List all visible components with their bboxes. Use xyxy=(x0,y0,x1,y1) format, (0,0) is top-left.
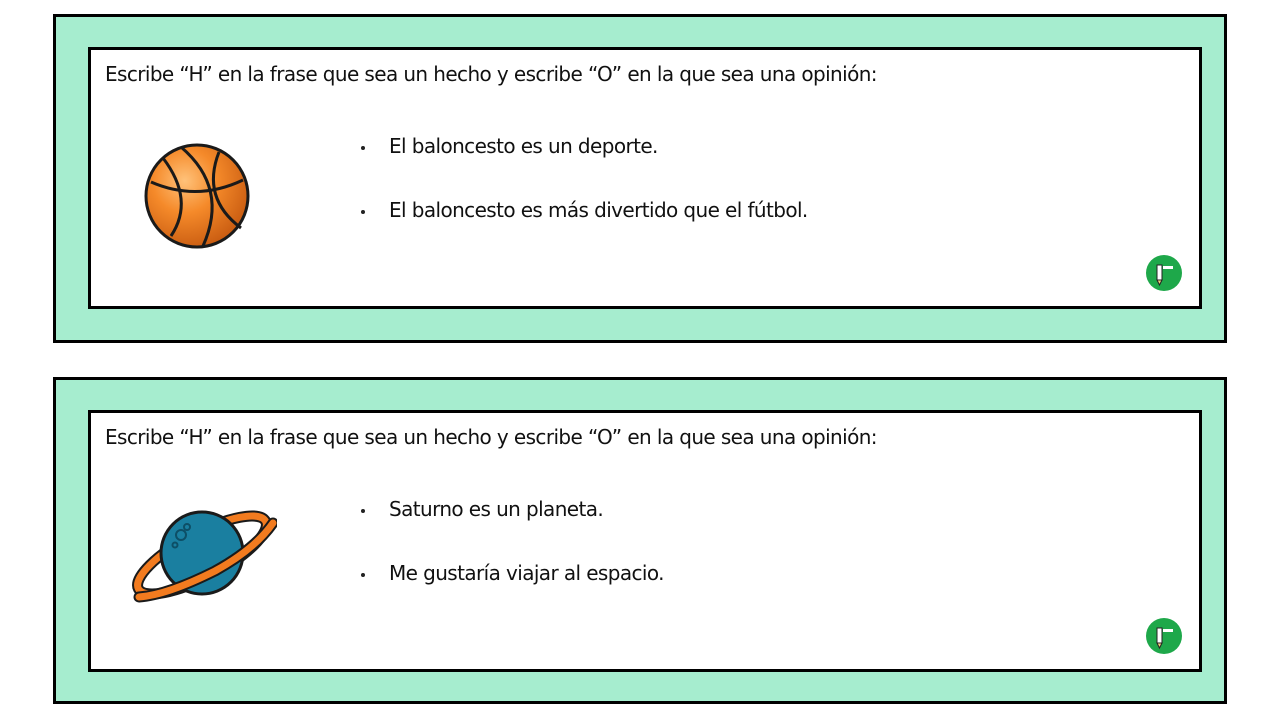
instruction-text: Escribe “H” en la frase que sea un hecho y escribe “O” en la que sea una opinión: xyxy=(105,62,877,86)
bullet-icon xyxy=(361,146,365,150)
sentence-text: El baloncesto es más divertido que el fútbol. xyxy=(389,198,808,222)
bullet-icon xyxy=(361,509,365,513)
list-item xyxy=(359,198,808,262)
sentence-list xyxy=(359,497,664,625)
bullet-icon xyxy=(361,210,365,214)
activity-card-1 xyxy=(53,14,1227,343)
sentence-list xyxy=(359,134,808,262)
activity-card-2 xyxy=(53,377,1227,704)
sentence-text: El baloncesto es un deporte. xyxy=(389,134,658,158)
sentence-text: Me gustaría viajar al espacio. xyxy=(389,561,664,585)
bullet-icon xyxy=(361,573,365,577)
instruction-text: Escribe “H” en la frase que sea un hecho y escribe “O” en la que sea una opinión: xyxy=(105,425,877,449)
card-content xyxy=(88,410,1202,672)
list-item xyxy=(359,497,664,561)
sentence-text: Saturno es un planeta. xyxy=(389,497,604,521)
pencil-logo-icon xyxy=(1145,254,1183,296)
pencil-logo-icon xyxy=(1145,617,1183,659)
planet-saturn-icon xyxy=(127,501,277,609)
basketball-icon xyxy=(141,140,253,256)
list-item xyxy=(359,134,808,198)
list-item xyxy=(359,561,664,625)
card-content xyxy=(88,47,1202,309)
